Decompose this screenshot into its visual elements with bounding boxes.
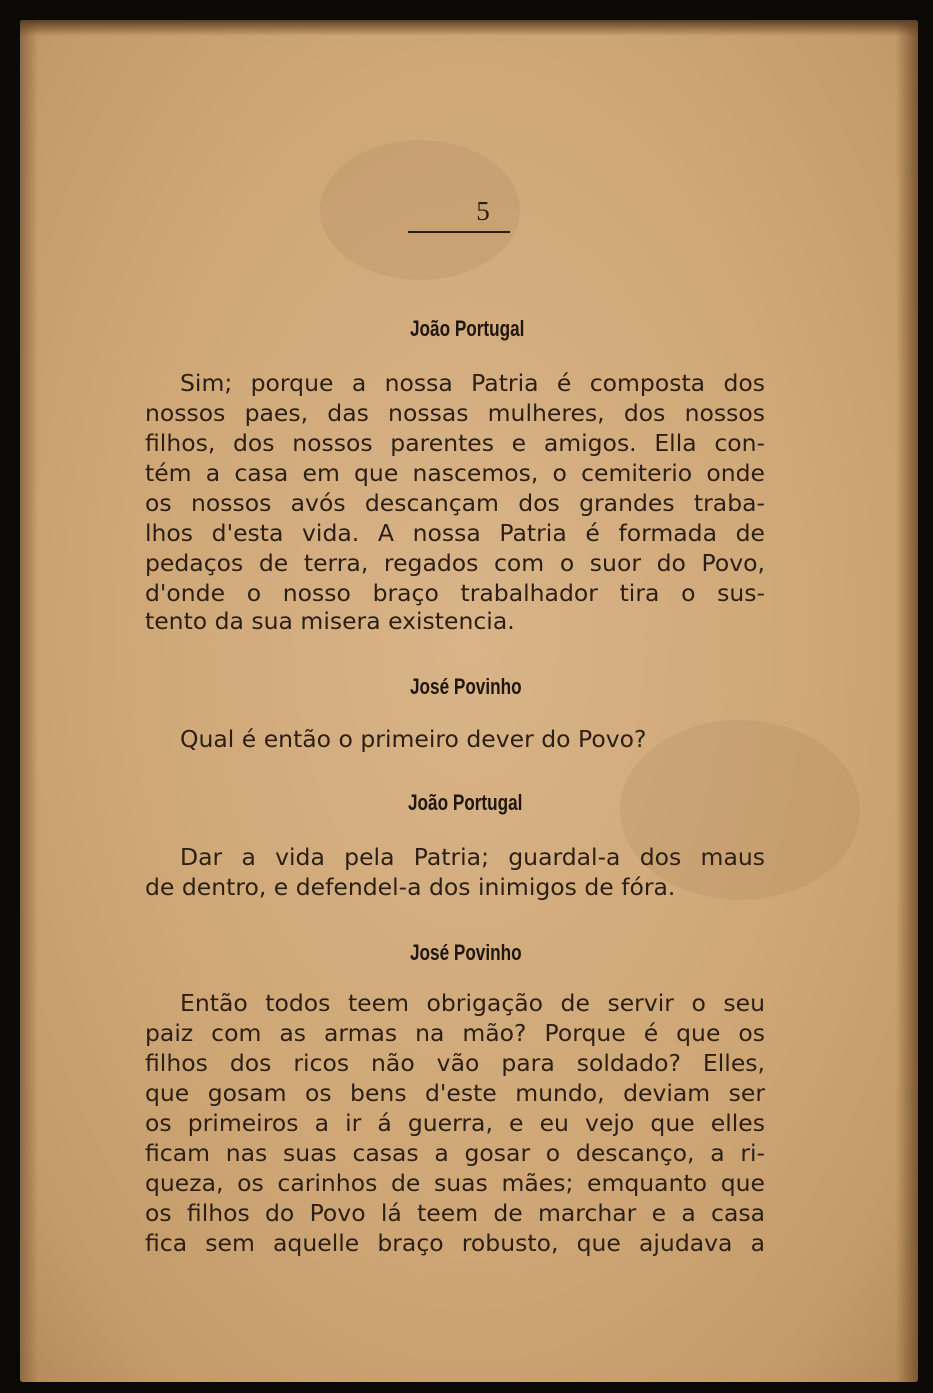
text-line: d'onde o nosso braço trabalhador tira o sus- — [145, 579, 765, 607]
text-line: os filhos do Povo lá teem de marchar e a casa — [145, 1199, 765, 1227]
page-edge-left — [20, 20, 38, 1382]
text-line: tento da sua misera existencia. — [145, 607, 515, 635]
text-line: lhos d'esta vida. A nossa Patria é formada de — [145, 519, 765, 547]
page-edge-right — [896, 20, 918, 1382]
speaker-heading: João Portugal — [410, 316, 525, 341]
page-number-rule — [408, 231, 510, 233]
text-line: os nossos avós descançam dos grandes traba- — [145, 489, 765, 517]
text-line: de dentro, e defendel-a dos inimigos de fóra. — [145, 873, 676, 901]
page-number: 5 — [476, 196, 490, 226]
text-line: Qual é então o primeiro dever do Povo? — [180, 725, 647, 753]
speaker-heading: José Povinho — [410, 940, 522, 965]
text-line: filhos, dos nossos parentes e amigos. Ella con- — [145, 429, 765, 457]
text-line: paiz com as armas na mão? Porque é que os — [145, 1019, 765, 1047]
text-line: queza, os carinhos de suas mães; emquanto que — [145, 1169, 765, 1197]
text-line: Então todos teem obrigação de servir o seu — [180, 989, 765, 1017]
speaker-heading: José Povinho — [410, 674, 522, 699]
text-line: ficam nas suas casas a gosar o descanço, a ri- — [145, 1139, 765, 1167]
text-line: os primeiros a ir á guerra, e eu vejo que elles — [145, 1109, 765, 1137]
page-edge-top — [20, 20, 918, 36]
text-line: pedaços de terra, regados com o suor do Povo, — [145, 549, 765, 577]
speaker-heading: João Portugal — [408, 790, 523, 815]
text-line: Sim; porque a nossa Patria é composta dos — [180, 369, 765, 397]
text-line: filhos dos ricos não vão para soldado? Elles, — [145, 1049, 765, 1077]
text-line: nossos paes, das nossas mulheres, dos nossos — [145, 399, 765, 427]
text-line: fica sem aquelle braço robusto, que ajudava a — [145, 1229, 765, 1257]
text-line: tém a casa em que nascemos, o cemiterio onde — [145, 459, 765, 487]
text-line: que gosam os bens d'este mundo, deviam ser — [145, 1079, 765, 1107]
text-line: Dar a vida pela Patria; guardal-a dos maus — [180, 843, 765, 871]
